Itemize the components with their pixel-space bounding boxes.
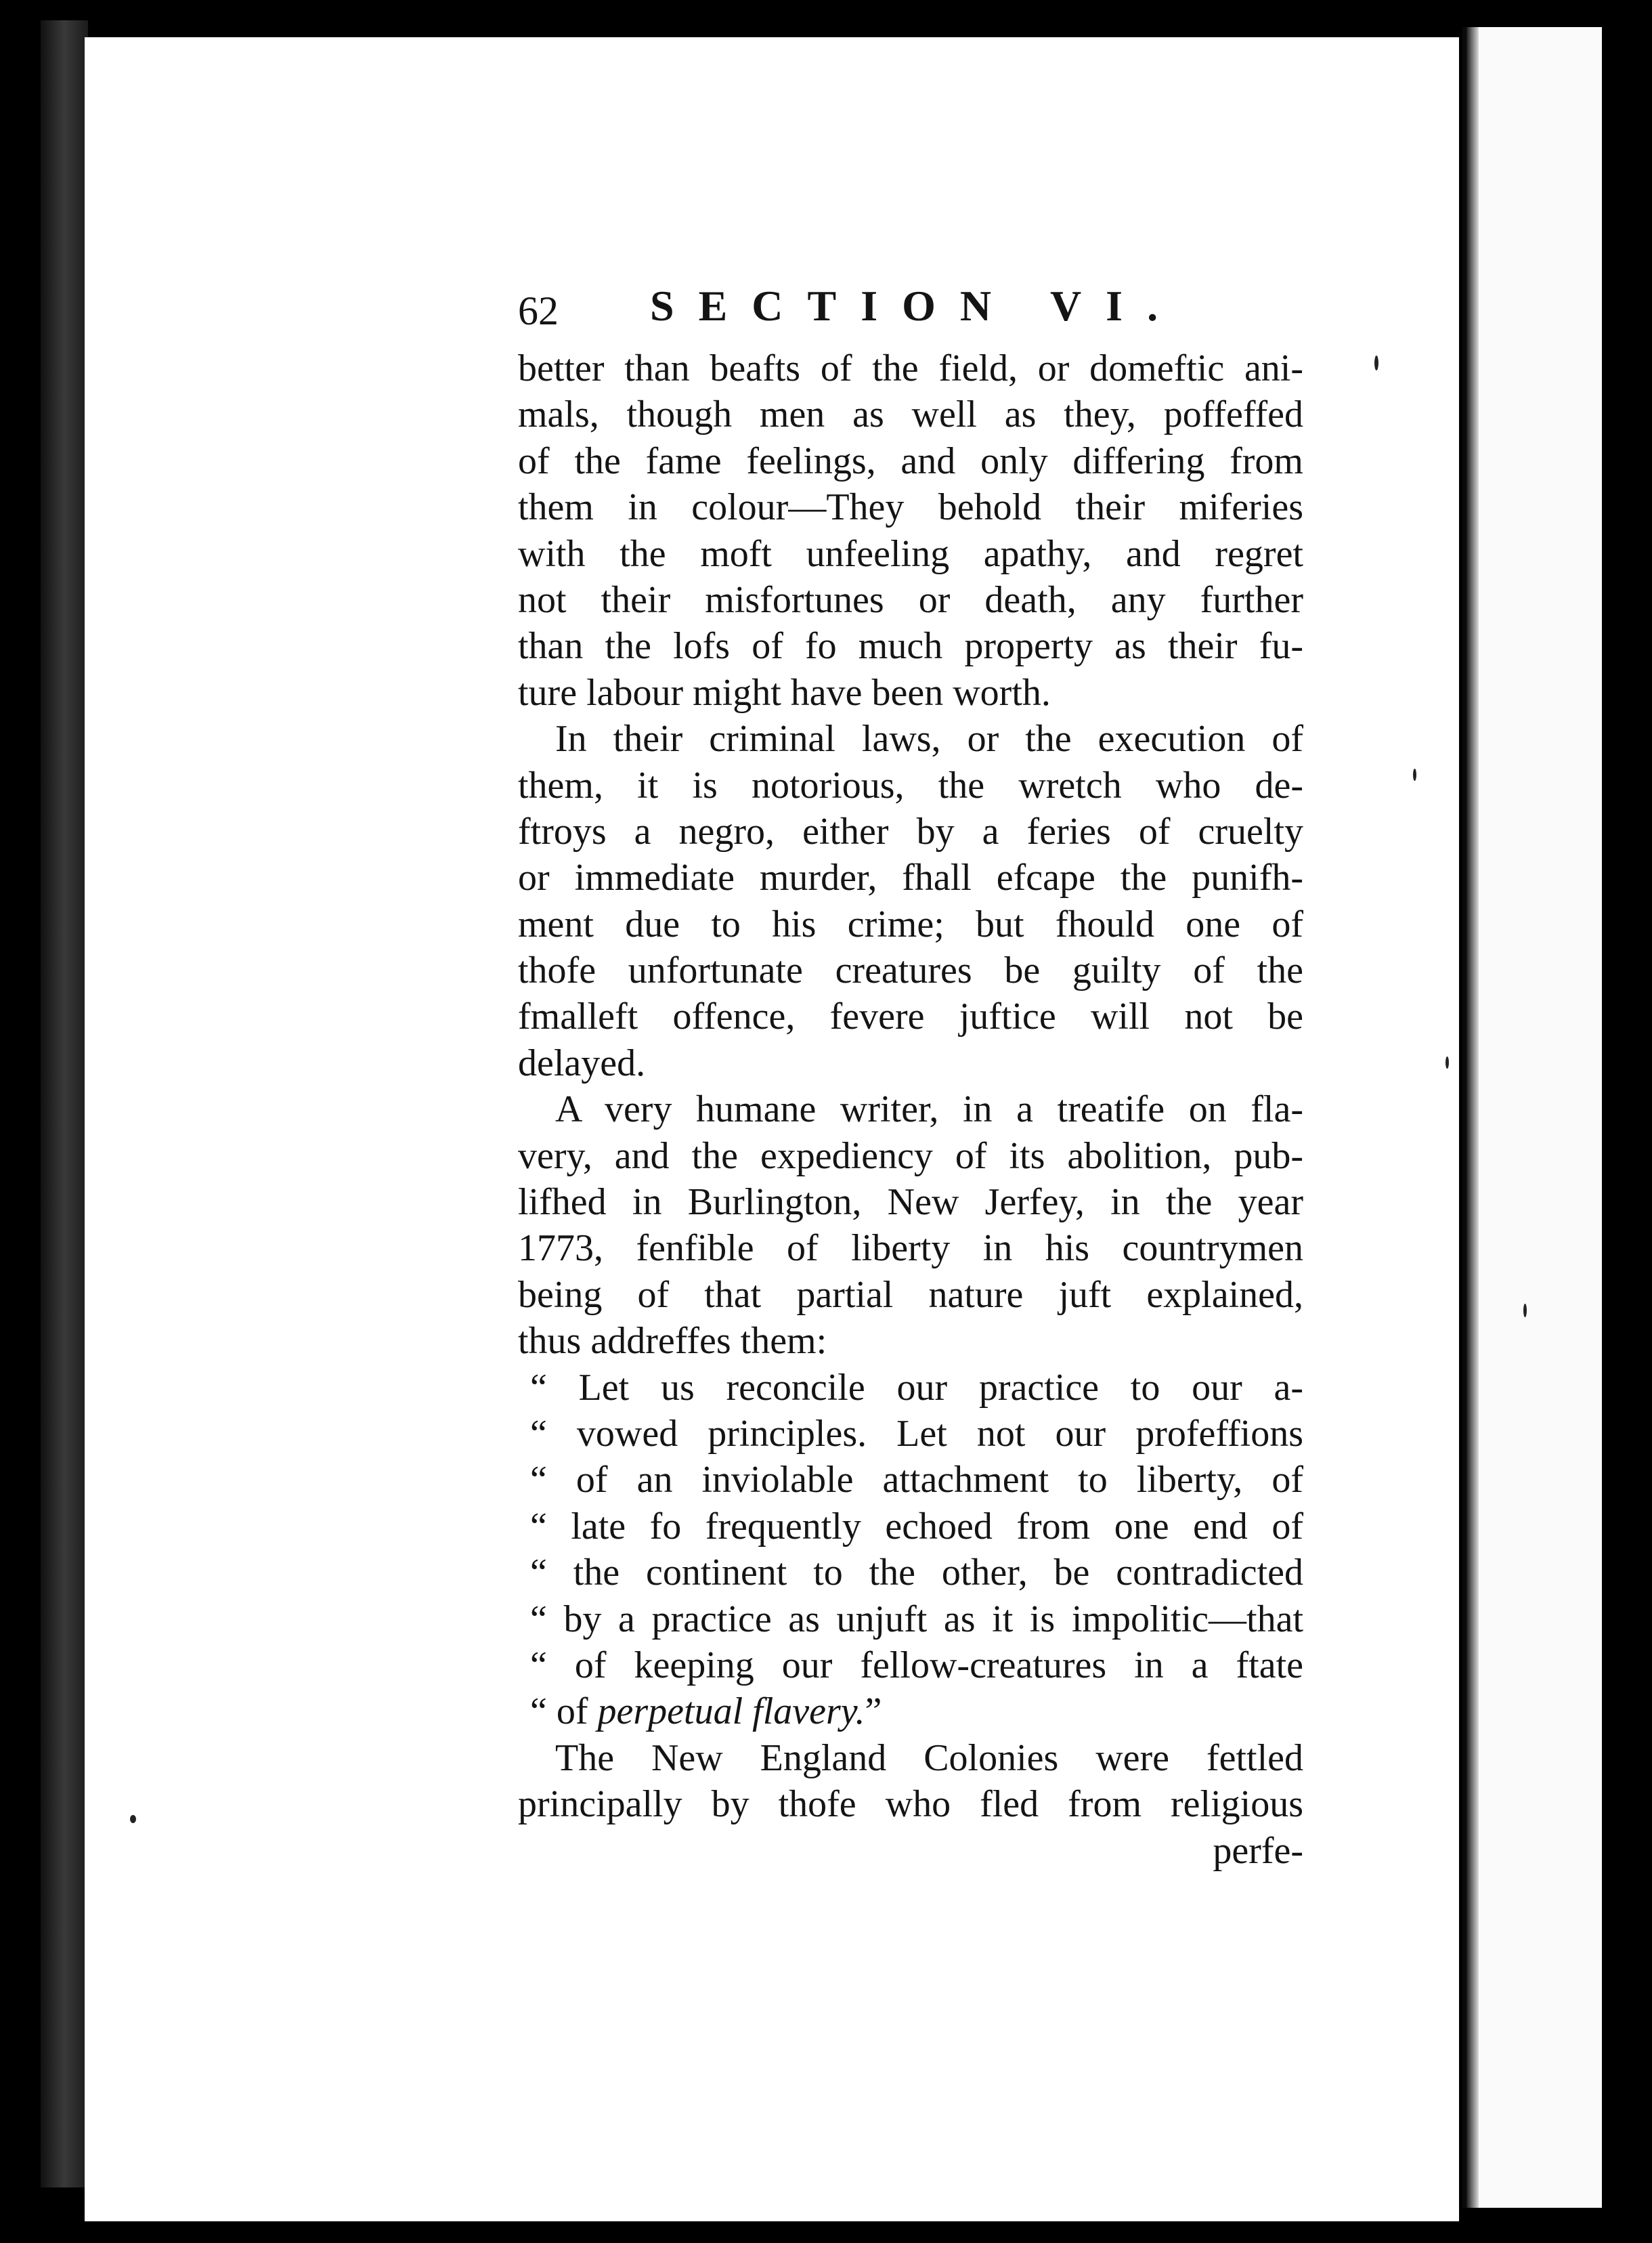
- page-gutter: [1466, 27, 1479, 2208]
- text-line: them in colour—They behold their miferies: [518, 486, 1303, 529]
- closing-quote: ”: [865, 1690, 882, 1733]
- book-spine-edge: [41, 20, 88, 2187]
- text-line: thofe unfortunate creatures be guilty of the: [518, 949, 1303, 992]
- ink-speck: [1374, 356, 1378, 370]
- catchword: perfe-: [1213, 1829, 1303, 1872]
- quotation-line: “ vowed principles. Let not our profeffions: [530, 1412, 1303, 1455]
- text-line: very, and the expediency of its abolition, pub-: [518, 1134, 1303, 1177]
- running-head: [518, 281, 1303, 345]
- text-line: better than beafts of the field, or domeftic ani-: [518, 347, 1303, 389]
- facing-page-edge: [1462, 27, 1602, 2208]
- paragraph-first-line: The New England Colonies were fettled: [555, 1736, 1303, 1779]
- text-line: of the fame feelings, and only differing from: [518, 440, 1303, 482]
- text-line: them, it is notorious, the wretch who de-: [518, 764, 1303, 807]
- ink-speck: [1523, 1304, 1527, 1317]
- ink-speck: [1446, 1056, 1449, 1069]
- text-line: or immediate murder, fhall efcape the punifh-: [518, 857, 1303, 899]
- text-line: lifhed in Burlington, New Jerfey, in the year: [518, 1181, 1303, 1224]
- quotation-line: “ by a practice as unjuft as it is impolitic—that: [530, 1598, 1303, 1640]
- text-line: fmalleft offence, fevere juftice will not be: [518, 996, 1303, 1038]
- quote-prefix: “ of: [530, 1690, 598, 1733]
- text-line: being of that partial nature juft explained,: [518, 1273, 1303, 1316]
- text-line: with the moft unfeeling apathy, and regret: [518, 532, 1303, 575]
- page-text: [518, 281, 1303, 1874]
- quotation-line: “ of an inviolable attachment to liberty, of: [530, 1459, 1303, 1501]
- text-line: principally by thofe who fled from religious: [518, 1783, 1303, 1826]
- quotation-line: “ late fo frequently echoed from one end of: [530, 1505, 1303, 1547]
- ink-speck: [1413, 769, 1416, 781]
- ink-speck: [130, 1815, 136, 1823]
- quotation-line: “ of keeping our fellow-creatures in a ftate: [530, 1644, 1303, 1686]
- quotation-last-line: [518, 1688, 1303, 1734]
- text-line: delayed.: [518, 1042, 646, 1084]
- paragraph-first-line: In their criminal laws, or the execution of: [555, 718, 1303, 761]
- text-line: thus addreffes them:: [518, 1320, 827, 1363]
- quotation-line: “ the continent to the other, be contradicted: [530, 1552, 1303, 1594]
- text-line: ment due to his crime; but fhould one of: [518, 903, 1303, 945]
- page-number: 62: [518, 289, 559, 333]
- italic-phrase: perpetual flavery.: [597, 1690, 865, 1733]
- text-line: ture labour might have been worth.: [518, 671, 1051, 714]
- quotation-line: “ Let us reconcile our practice to our a-: [530, 1366, 1303, 1409]
- text-line: than the lofs of fo much property as their fu-: [518, 625, 1303, 668]
- text-line: 1773, fenfible of liberty in his countrymen: [518, 1227, 1303, 1270]
- section-title: SECTION VI.: [650, 282, 1183, 330]
- text-line: not their misfortunes or death, any further: [518, 578, 1303, 621]
- text-line: ftroys a negro, either by a feries of cruelty: [518, 810, 1303, 853]
- text-line: mals, though men as well as they, poffeffed: [518, 393, 1303, 436]
- paragraph-first-line: A very humane writer, in a treatife on fla-: [555, 1088, 1303, 1131]
